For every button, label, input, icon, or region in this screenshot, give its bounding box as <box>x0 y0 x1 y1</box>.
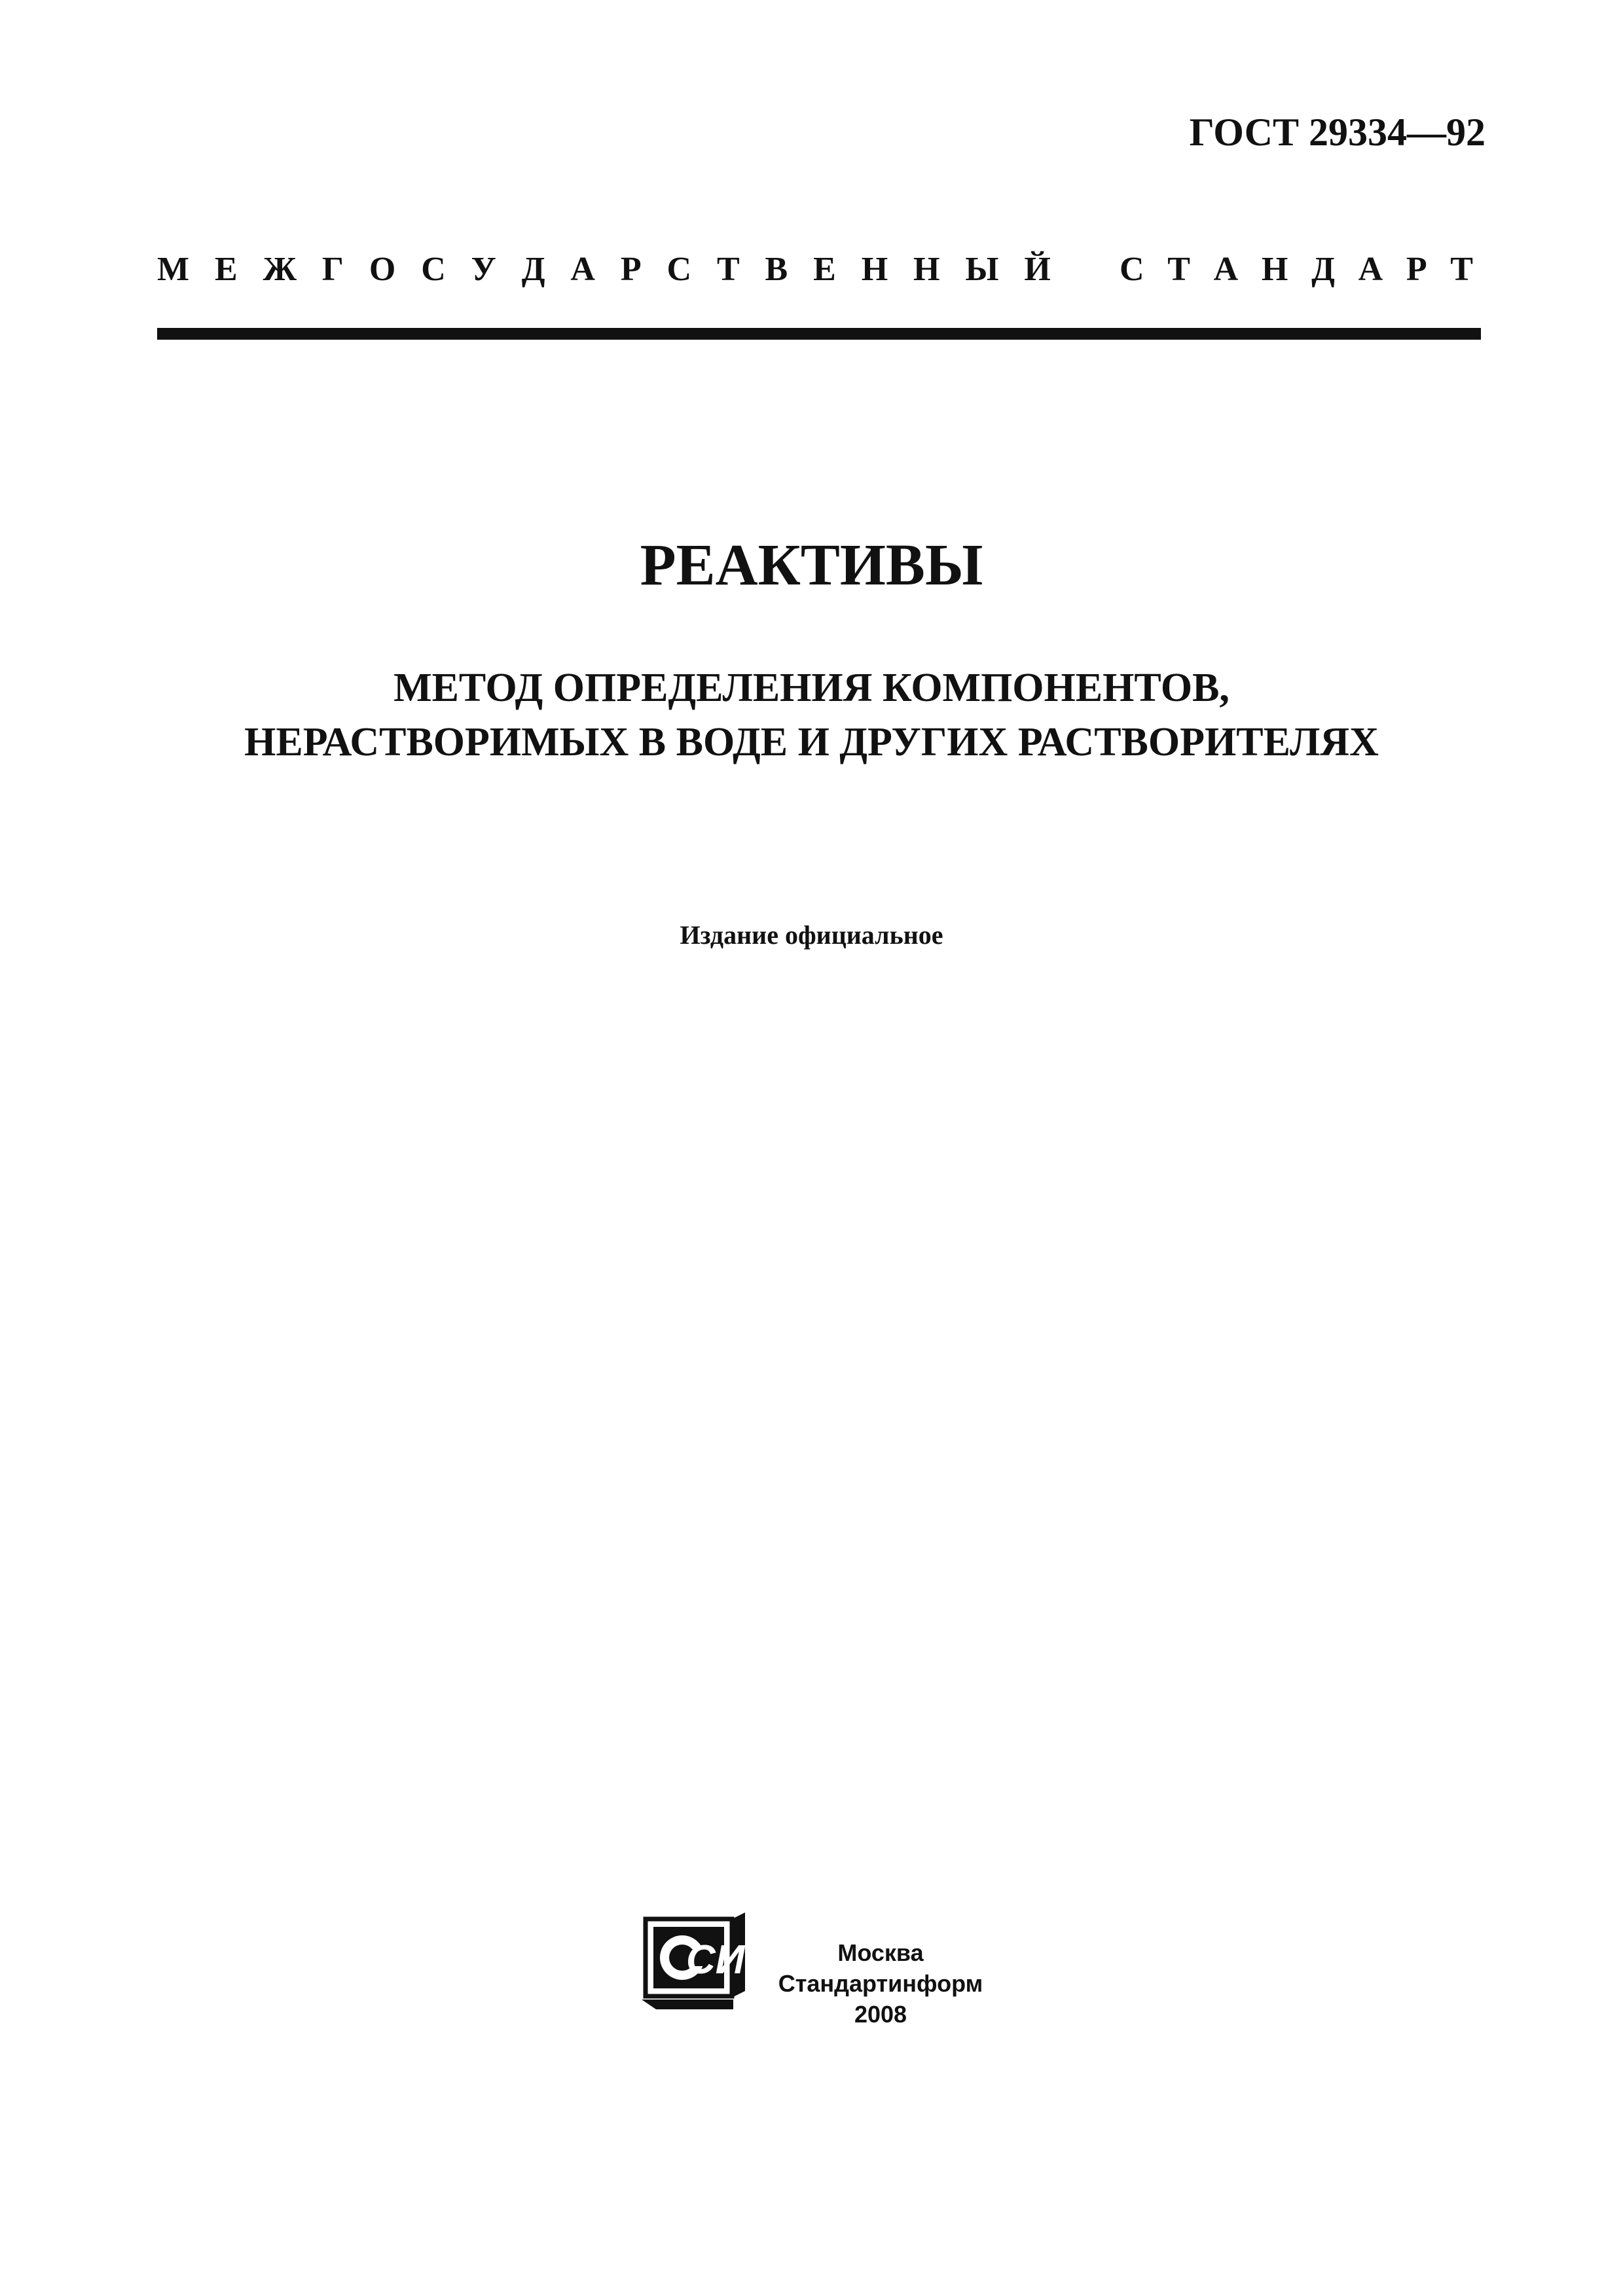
imprint-city: Москва <box>837 1939 924 1966</box>
heading-letter: Д <box>1311 251 1335 288</box>
edition-note: Издание официальное <box>680 920 943 950</box>
gost-number: ГОСТ 29334—92 <box>1189 111 1486 154</box>
heading-letter: С <box>1120 251 1144 288</box>
heading-letter: Т <box>716 251 740 288</box>
heading-letter: Р <box>1406 251 1427 288</box>
heading-letter: Д <box>521 251 545 288</box>
subtitle-line-1: МЕТОД ОПРЕДЕЛЕНИЯ КОМПОНЕНТОВ, <box>393 666 1230 710</box>
heading-letter: Н <box>1261 251 1288 288</box>
heading-letter: С <box>666 251 692 288</box>
publisher-imprint <box>776 1937 985 2030</box>
heading-letter: У <box>471 251 496 288</box>
heading-letter: Н <box>913 251 940 288</box>
heading-letter: С <box>421 251 446 288</box>
heading-letter: А <box>1213 251 1239 288</box>
heading-letter: Й <box>1024 251 1051 288</box>
standard-type-word-1 <box>157 250 1051 289</box>
heading-letter: А <box>570 251 595 288</box>
heading-letter: Т <box>1450 251 1473 288</box>
imprint-year: 2008 <box>854 2001 907 2028</box>
document-title: РЕАКТИВЫ <box>640 533 983 598</box>
subtitle-line-2: НЕРАСТВОРИМЫХ В ВОДЕ И ДРУГИХ РАСТВОРИТЕЛЯХ <box>244 720 1379 764</box>
standard-type-word-2 <box>1120 250 1473 289</box>
standard-type-heading <box>157 250 1473 289</box>
heading-letter: О <box>369 251 396 288</box>
heading-letter: Ы <box>965 251 999 288</box>
heading-letter: Т <box>1167 251 1190 288</box>
heading-letter: А <box>1358 251 1383 288</box>
logo-text: СИ <box>686 1937 745 1982</box>
heading-letter: Н <box>861 251 888 288</box>
heading-letter: Г <box>321 251 344 288</box>
header-rule <box>157 328 1481 340</box>
heading-letter: М <box>157 251 190 288</box>
heading-letter: В <box>765 251 788 288</box>
standartinform-logo-icon <box>642 1911 746 2009</box>
heading-letter: Ж <box>263 251 297 288</box>
imprint-publisher: Стандартинформ <box>778 1970 983 1997</box>
document-subtitle <box>0 661 1623 770</box>
heading-letter: Е <box>214 251 238 288</box>
heading-letter: Р <box>620 251 642 288</box>
heading-letter: Е <box>813 251 836 288</box>
